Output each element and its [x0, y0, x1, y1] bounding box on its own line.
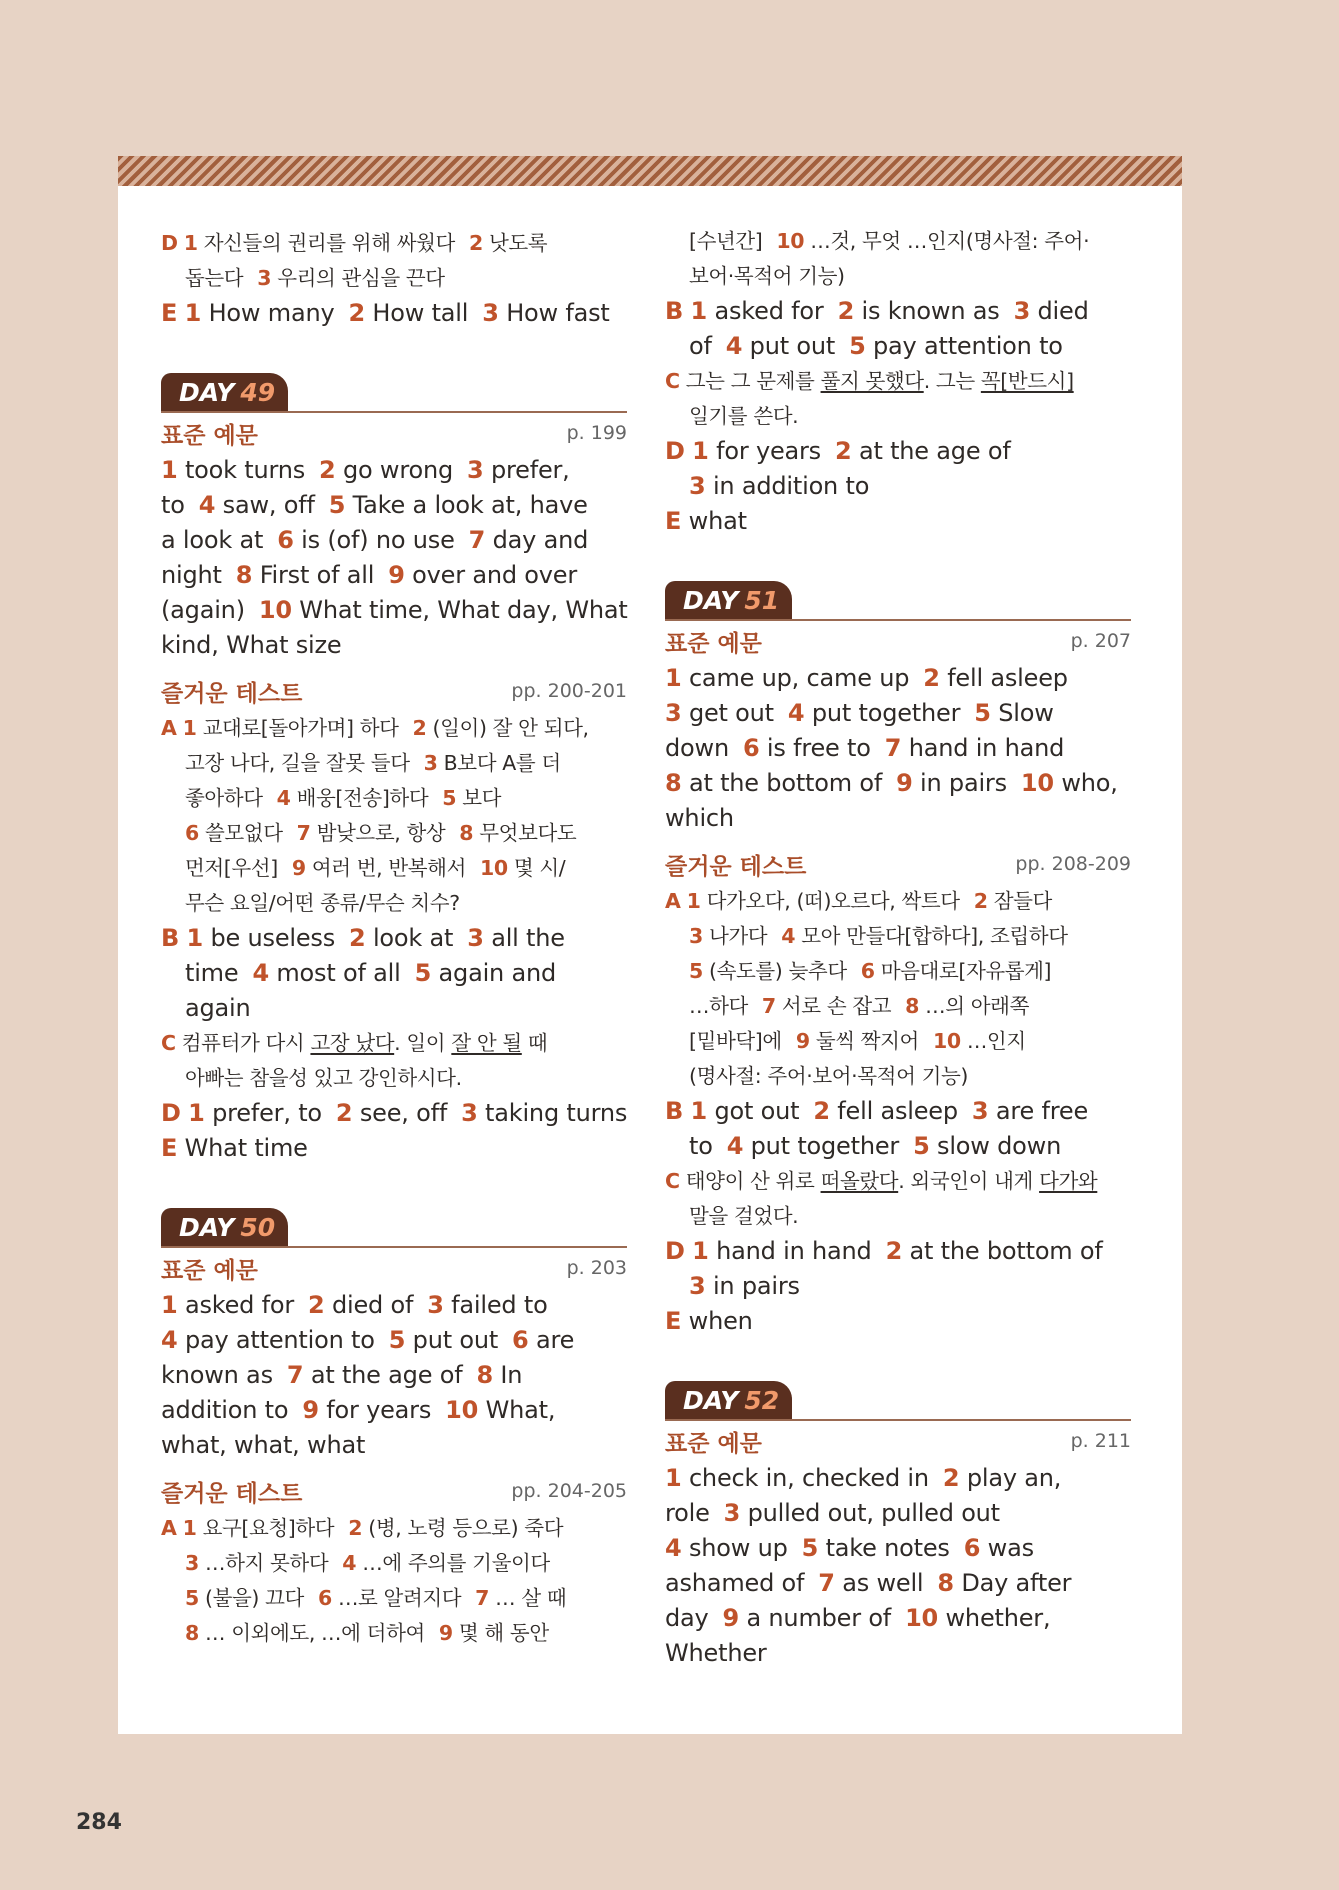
day-tab: DAY 51: [665, 581, 792, 619]
answer-line: A 1 다가오다, (떠)오르다, 싹트다 2 잠들다: [665, 889, 1052, 913]
answer-line: D 1 for years 2 at the age of: [665, 437, 1011, 465]
answer-line: 4 show up 5 take notes 6 was: [665, 1534, 1034, 1562]
answer-line: (again) 10 What time, What day, What: [161, 596, 628, 624]
answer-line: C 컴퓨터가 다시 고장 났다. 일이 잘 안 될 때: [161, 1031, 548, 1055]
answer-line: a look at 6 is (of) no use 7 day and: [161, 526, 589, 554]
answer-line: 1 check in, checked in 2 play an,: [665, 1464, 1062, 1492]
answer-line: D 1 prefer, to 2 see, off 3 taking turns: [161, 1099, 628, 1127]
answer-line: known as 7 at the age of 8 In: [161, 1361, 523, 1389]
section-heading: 즐거운 테스트 pp. 208-209: [665, 853, 1131, 880]
answer-line: down 6 is free to 7 hand in hand: [665, 734, 1065, 762]
answer-line: to 4 put together 5 slow down: [689, 1132, 1062, 1160]
answer-line: 1 came up, came up 2 fell asleep: [665, 664, 1068, 692]
answer-line: B 1 got out 2 fell asleep 3 are free: [665, 1097, 1089, 1125]
answer-line: 5 (불을) 끄다 6 …로 알려지다 7 … 살 때: [185, 1586, 567, 1610]
answer-line: kind, What size: [161, 631, 342, 659]
answer-line: …하다 7 서로 손 잡고 8 …의 아래쪽: [689, 994, 1029, 1018]
answer-line: 고장 나다, 길을 잘못 들다 3 B보다 A를 더: [185, 751, 561, 775]
answer-line: 보어·목적어 기능): [689, 264, 845, 288]
section-heading: 표준 예문 p. 207: [665, 630, 1131, 657]
answer-line: again: [185, 994, 251, 1022]
answer-line: 무슨 요일/어떤 종류/무슨 치수?: [185, 891, 460, 915]
answer-line: 6 쓸모없다 7 밤낮으로, 항상 8 무엇보다도: [185, 821, 577, 845]
day-tab: DAY 50: [161, 1208, 288, 1246]
answer-line: 좋아하다 4 배웅[전송]하다 5 보다: [185, 786, 502, 810]
answer-line: A 1 교대로[돌아가며] 하다 2 (일이) 잘 안 되다,: [161, 716, 589, 740]
answer-line: addition to 9 for years 10 What,: [161, 1396, 556, 1424]
answer-line: 8 … 이외에도, …에 더하여 9 몇 해 동안: [185, 1621, 549, 1645]
answer-line: A 1 요구[요청]하다 2 (병, 노령 등으로) 죽다: [161, 1516, 564, 1540]
answer-line: E 1 How many 2 How tall 3 How fast: [161, 299, 610, 327]
answer-line: B 1 be useless 2 look at 3 all the: [161, 924, 565, 952]
answer-line: which: [665, 804, 734, 832]
answer-line: day 9 a number of 10 whether,: [665, 1604, 1051, 1632]
day-51-header: [665, 579, 1131, 623]
answer-line: 3 get out 4 put together 5 Slow: [665, 699, 1054, 727]
answer-line: 3 나가다 4 모아 만들다[합하다], 조립하다: [689, 924, 1068, 948]
answer-line: 먼저[우선] 9 여러 번, 반복해서 10 몇 시/: [185, 856, 566, 880]
answer-line: 3 in pairs: [689, 1272, 800, 1300]
decorative-stripe-header: [118, 156, 1182, 186]
section-heading: 즐거운 테스트 pp. 204-205: [161, 1480, 627, 1507]
answer-line: D 1 자신들의 권리를 위해 싸웠다 2 낫도록: [161, 231, 548, 255]
answer-line: what, what, what: [161, 1431, 366, 1459]
day-52-header: [665, 1379, 1131, 1423]
left-column: [161, 226, 627, 1651]
answer-line: E what: [665, 507, 747, 535]
answer-line: [밑바닥]에 9 둘씩 짝지어 10 …인지: [689, 1029, 1026, 1053]
answer-line: B 1 asked for 2 is known as 3 died: [665, 297, 1089, 325]
answer-line: Whether: [665, 1639, 767, 1667]
answer-line: 8 at the bottom of 9 in pairs 10 who,: [665, 769, 1118, 797]
answer-line: 일기를 쓴다.: [689, 404, 799, 428]
answer-line: 1 asked for 2 died of 3 failed to: [161, 1291, 548, 1319]
answer-line: of 4 put out 5 pay attention to: [689, 332, 1063, 360]
answer-line: 3 …하지 못하다 4 …에 주의를 기울이다: [185, 1551, 550, 1575]
answer-page: [118, 156, 1182, 1734]
answer-line: C 태양이 산 위로 떠올랐다. 외국인이 내게 다가와: [665, 1169, 1098, 1193]
answer-line: C 그는 그 문제를 풀지 못했다. 그는 꼭[반드시]: [665, 369, 1074, 393]
answer-line: 말을 걸었다.: [689, 1204, 799, 1228]
answer-line: night 8 First of all 9 over and over: [161, 561, 578, 589]
answer-line: time 4 most of all 5 again and: [185, 959, 557, 987]
answer-line: to 4 saw, off 5 Take a look at, have: [161, 491, 588, 519]
answer-line: role 3 pulled out, pulled out: [665, 1499, 1000, 1527]
answer-line: 3 in addition to: [689, 472, 870, 500]
answer-line: 5 (속도를) 늦추다 6 마음대로[자유롭게]: [689, 959, 1052, 983]
answer-line: 1 took turns 2 go wrong 3 prefer,: [161, 456, 570, 484]
day-50-header: [161, 1206, 627, 1250]
section-heading: 표준 예문 p. 211: [665, 1430, 1131, 1457]
day-49-header: [161, 371, 627, 415]
answer-line: E What time: [161, 1134, 308, 1162]
section-heading: 표준 예문 p. 199: [161, 422, 627, 449]
answer-line: D 1 hand in hand 2 at the bottom of: [665, 1237, 1103, 1265]
right-column: [665, 224, 1131, 1671]
page-number: 284: [76, 1810, 122, 1835]
section-heading: 즐거운 테스트 pp. 200-201: [161, 680, 627, 707]
answer-line: 아빠는 참을성 있고 강인하시다.: [185, 1066, 462, 1090]
day-tab: DAY 52: [665, 1381, 792, 1419]
answer-line: 4 pay attention to 5 put out 6 are: [161, 1326, 575, 1354]
answer-line: E when: [665, 1307, 753, 1335]
day-tab: DAY 49: [161, 373, 288, 411]
answer-line: (명사절: 주어·보어·목적어 기능): [689, 1064, 969, 1088]
answer-line: ashamed of 7 as well 8 Day after: [665, 1569, 1072, 1597]
answer-line: [수년간] 10 …것, 무엇 …인지(명사절: 주어·: [689, 229, 1090, 253]
section-heading: 표준 예문 p. 203: [161, 1257, 627, 1284]
answer-line: 돕는다 3 우리의 관심을 끈다: [185, 266, 445, 290]
